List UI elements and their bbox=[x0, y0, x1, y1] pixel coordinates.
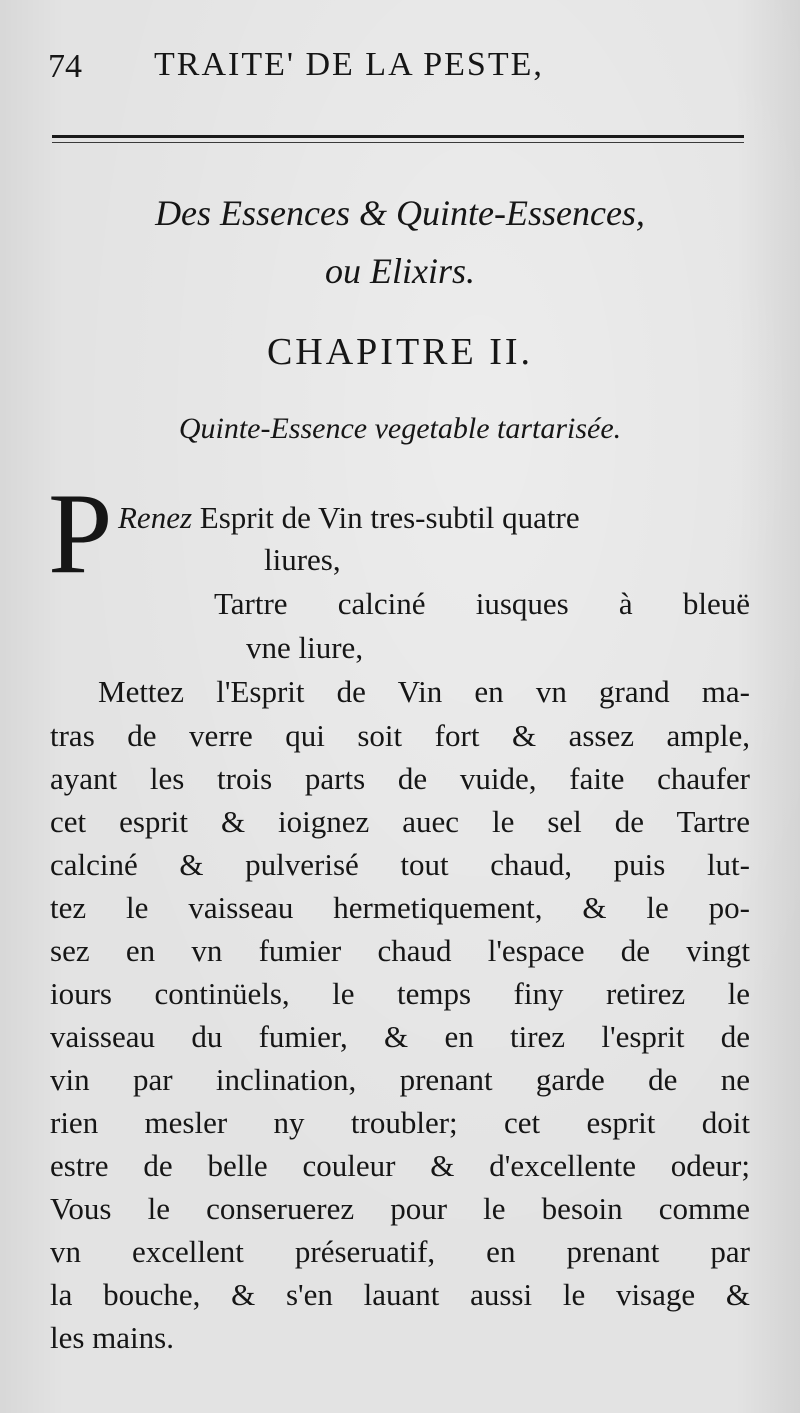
header-rule-thin bbox=[52, 142, 744, 143]
text-line: vin par inclination, prenant garde de ne bbox=[50, 1062, 750, 1097]
text-line: cet esprit & ioignez auec le sel de Tartre bbox=[50, 804, 750, 839]
text-line: vaisseau du fumier, & en tirez l'esprit de bbox=[50, 1019, 750, 1054]
text-line: vne liure, bbox=[246, 630, 364, 665]
first-word: Renez bbox=[118, 500, 193, 535]
text-line: Vous le conseruerez pour le besoin comme bbox=[50, 1191, 750, 1226]
text-line: vn excellent préseruatif, en prenant par bbox=[50, 1234, 750, 1269]
recipe-title: Quinte-Essence vegetable tartarisée. bbox=[178, 412, 622, 445]
header-rule bbox=[52, 135, 744, 138]
text-line: estre de belle couleur & d'excellente odeur; bbox=[50, 1148, 750, 1183]
chapter-heading: CHAPITRE II. bbox=[266, 331, 534, 373]
page-header bbox=[48, 44, 748, 92]
text-line: liures, bbox=[264, 542, 341, 577]
text-line: ayant les trois parts de vuide, faite chaufer bbox=[50, 761, 750, 796]
text-line: iours continüels, le temps finy retirez le bbox=[50, 976, 750, 1011]
text-line: rien mesler ny troubler; cet esprit doit bbox=[50, 1105, 750, 1140]
text-line: calciné & pulverisé tout chaud, puis lut- bbox=[50, 847, 750, 882]
text-line: les mains. bbox=[50, 1320, 174, 1355]
drop-cap: P bbox=[48, 470, 113, 598]
page-number: 74 bbox=[48, 48, 82, 85]
text-line: sez en vn fumier chaud l'espace de vingt bbox=[50, 933, 750, 968]
text-line bbox=[118, 496, 580, 539]
text-line: tras de verre qui soit fort & assez ample, bbox=[50, 718, 750, 753]
section-title bbox=[60, 184, 740, 300]
text-line: tez le vaisseau hermetiquement, & le po- bbox=[50, 890, 750, 925]
text-line: Tartre calciné iusques à bleuë bbox=[214, 586, 750, 621]
section-title-line-2: ou Elixirs. bbox=[325, 251, 475, 291]
text-line: la bouche, & s'en lauant aussi le visage & bbox=[50, 1277, 750, 1312]
section-title-line-1: Des Essences & Quinte-Essences, bbox=[155, 193, 645, 233]
text-line: Mettez l'Esprit de Vin en vn grand ma- bbox=[98, 674, 750, 709]
text-line-segment: Esprit de Vin tres-subtil quatre bbox=[199, 500, 580, 535]
running-head: TRAITE' DE LA PESTE, bbox=[154, 46, 544, 83]
